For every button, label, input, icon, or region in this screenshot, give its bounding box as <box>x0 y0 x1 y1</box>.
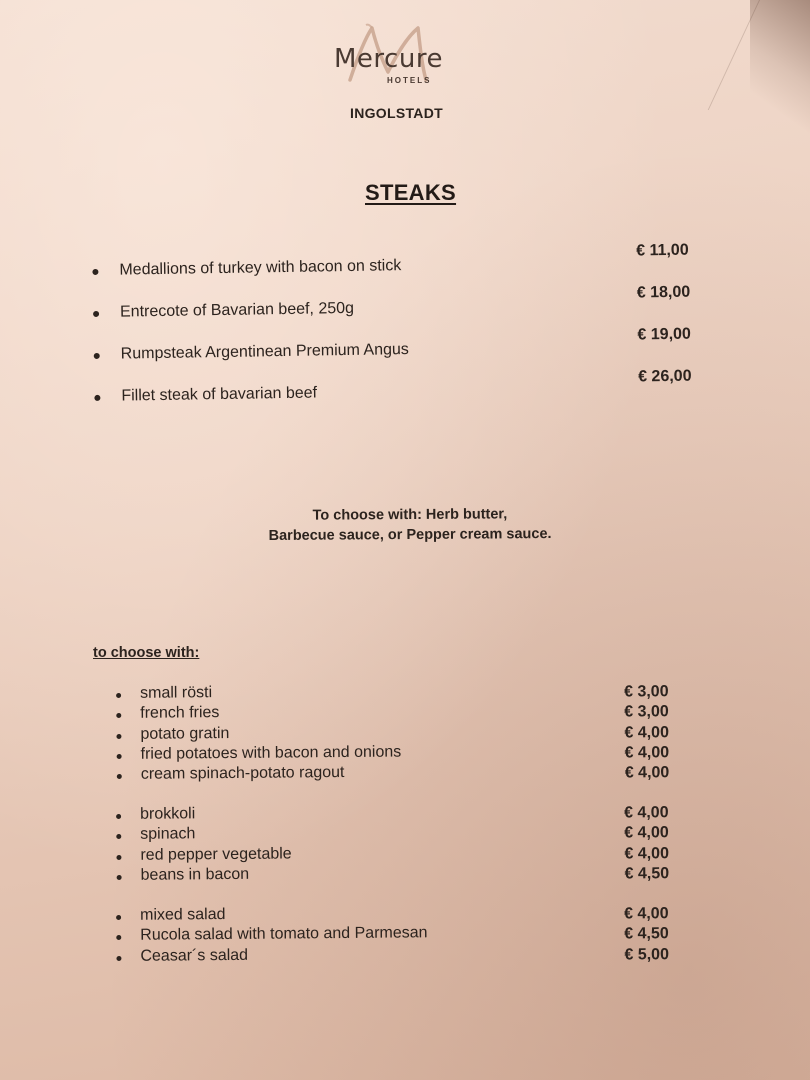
bullet-icon <box>116 915 121 920</box>
sides-salads-group <box>114 902 685 968</box>
steak-price: € 18,00 <box>636 283 691 302</box>
bullet-icon <box>116 956 121 961</box>
steak-name: Medallions of turkey with bacon on stick <box>119 257 402 279</box>
side-price: € 3,00 <box>624 703 669 721</box>
bullet-icon <box>116 734 121 739</box>
side-name: Rucola salad with tomato and Parmesan <box>140 924 428 945</box>
mercure-logo <box>320 22 480 94</box>
side-price: € 5,00 <box>624 945 669 964</box>
logo-subtitle: HOTELS <box>387 76 432 85</box>
side-name: brokkoli <box>139 805 196 823</box>
side-name: mixed salad <box>139 906 226 924</box>
side-name: Ceasar´s salad <box>140 946 249 965</box>
steak-name: Entrecote of Bavarian beef, 250g <box>119 299 355 321</box>
side-name: french fries <box>140 704 220 723</box>
bullet-icon <box>117 754 122 759</box>
side-item <box>115 862 685 887</box>
side-price: € 4,00 <box>624 744 670 762</box>
side-name: small rösti <box>139 684 213 702</box>
steak-name: Rumpsteak Argentinean Premium Angus <box>120 341 409 363</box>
steak-price: € 19,00 <box>637 325 691 344</box>
logo-wordmark: Mercure <box>334 44 443 74</box>
sauce-note <box>200 504 620 547</box>
steak-list <box>92 235 705 413</box>
steak-price: € 11,00 <box>636 241 689 260</box>
side-price: € 4,00 <box>624 764 670 782</box>
side-price: € 4,00 <box>624 824 669 842</box>
sauce-note-line-1: To choose with: Herb butter, <box>312 506 508 524</box>
bullet-icon <box>116 713 121 718</box>
bullet-icon <box>117 774 122 779</box>
bullet-icon <box>116 693 121 698</box>
side-price: € 3,00 <box>624 683 669 701</box>
side-price: € 4,50 <box>624 865 670 883</box>
side-name: beans in bacon <box>140 865 250 884</box>
bullet-icon <box>94 395 100 401</box>
side-name: fried potatoes with bacon and onions <box>140 743 402 763</box>
side-price: € 4,00 <box>624 844 669 863</box>
bullet-icon <box>92 269 98 275</box>
bullet-icon <box>116 834 121 839</box>
bullet-icon <box>116 855 121 860</box>
sides-vegetables-group <box>114 801 685 887</box>
side-price: € 4,00 <box>624 905 669 923</box>
side-price: € 4,50 <box>624 925 669 943</box>
side-name: cream spinach-potato ragout <box>140 764 345 783</box>
bullet-icon <box>117 875 122 880</box>
steak-name: Fillet steak of bavarian beef <box>121 384 318 405</box>
side-item <box>114 943 684 968</box>
side-price: € 4,00 <box>624 723 669 742</box>
section-title-steaks: STEAKS <box>365 180 457 205</box>
side-price: € 4,00 <box>624 804 669 822</box>
side-name: potato gratin <box>140 724 230 743</box>
steak-item <box>94 361 705 413</box>
sides-potatoes-group <box>114 680 685 786</box>
side-item <box>115 761 685 786</box>
hotel-city: INGOLSTADT <box>350 105 443 121</box>
steak-price: € 26,00 <box>638 367 692 386</box>
bullet-icon <box>93 311 99 317</box>
sauce-note-line-2: Barbecue sauce, or Pepper cream sauce. <box>268 526 552 544</box>
bullet-icon <box>116 935 121 940</box>
sides-heading: to choose with: <box>93 645 200 661</box>
side-name: spinach <box>140 825 196 844</box>
side-name: red pepper vegetable <box>140 845 292 864</box>
bullet-icon <box>116 814 121 819</box>
bullet-icon <box>94 353 100 359</box>
